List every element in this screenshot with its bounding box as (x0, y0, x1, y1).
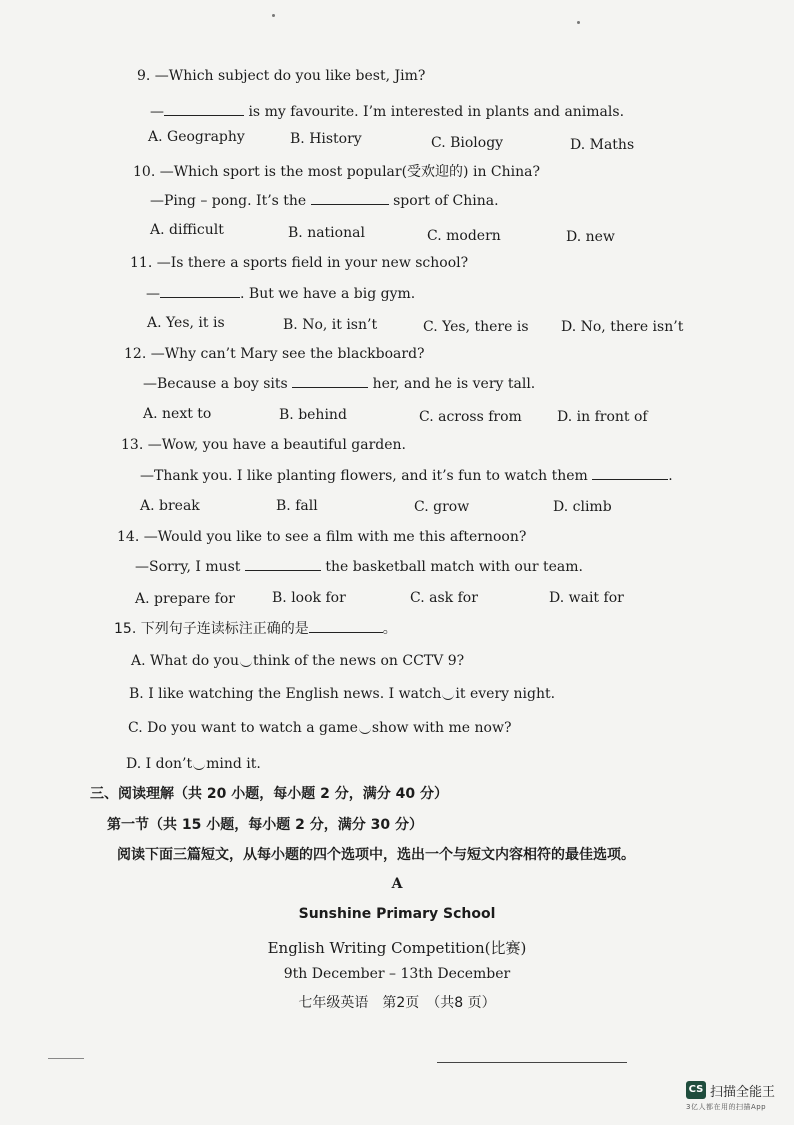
scanner-logo-icon: CS (686, 1081, 706, 1099)
scanner-app-tagline: 3亿人都在用的扫描App (686, 1103, 767, 1111)
answer-blank (592, 467, 668, 480)
question-9-stem: 9. —Which subject do you like best, Jim? (137, 68, 426, 84)
q11-option-c: C. Yes, there is (423, 319, 529, 335)
q11-option-b: B. No, it isn’t (283, 317, 378, 333)
school-name: Sunshine Primary School (298, 906, 496, 922)
question-11-stem: 11. —Is there a sports field in your new school? (130, 255, 469, 271)
answer-blank (292, 375, 368, 388)
q10-option-a: A. difficult (150, 222, 224, 238)
q15-option-c: C. Do you want to watch a game show with me now? (128, 720, 512, 736)
q14-option-d: D. wait for (549, 590, 624, 606)
question-10-answer-line: —Ping – pong. It’s the sport of China. (150, 193, 499, 209)
q15-option-a: A. What do you think of the news on CCTV 9? (131, 653, 465, 669)
answer-blank (311, 192, 389, 205)
answer-blank (245, 558, 321, 571)
q10-option-c: C. modern (427, 228, 501, 244)
q10-option-d: D. new (566, 229, 615, 245)
question-14-stem: 14. —Would you like to see a film with me this afternoon? (117, 529, 527, 545)
scan-edge-mark (48, 1058, 84, 1059)
competition-title: English Writing Competition(比赛) (267, 939, 527, 957)
scan-rule (437, 1062, 627, 1063)
q9-option-d: D. Maths (570, 137, 635, 153)
q13-option-c: C. grow (414, 499, 470, 515)
section-3-instruction: 阅读下面三篇短文，从每小题的四个选项中，选出一个与短文内容相符的最佳选项。 (117, 847, 635, 863)
q15-option-d: D. I don’t mind it. (126, 756, 261, 772)
passage-label: A (391, 876, 403, 892)
question-9-answer-line: — is my favourite. I’m interested in plants and animals. (150, 104, 625, 120)
question-11-answer-line: — . But we have a big gym. (146, 286, 416, 302)
question-15-stem: 15. 下列句子连读标注正确的是 。 (114, 621, 397, 637)
section-3-title: 三、阅读理解（共 20 小题，每小题 2 分，满分 40 分） (90, 786, 448, 802)
q14-option-a: A. prepare for (135, 591, 235, 607)
liaison-mark (240, 660, 252, 667)
q12-option-a: A. next to (143, 406, 212, 422)
question-12-stem: 12. —Why can’t Mary see the blackboard? (124, 346, 425, 362)
liaison-mark (359, 727, 371, 734)
answer-blank (164, 103, 244, 116)
q12-option-d: D. in front of (557, 409, 648, 425)
q15-option-b: B. I like watching the English news. I watch it every night. (129, 686, 556, 702)
page-footer: 七年级英语 第2页 （共8 页） (298, 995, 496, 1011)
q12-option-c: C. across from (419, 409, 522, 425)
q14-option-b: B. look for (272, 590, 346, 606)
q9-option-a: A. Geography (148, 129, 245, 145)
liaison-mark (193, 763, 205, 770)
q9-option-c: C. Biology (431, 135, 504, 151)
scanner-app-name: 扫描全能王 (710, 1085, 776, 1100)
q10-option-b: B. national (288, 225, 365, 241)
liaison-mark (442, 693, 454, 700)
question-10-stem: 10. —Which sport is the most popular(受欢迎的) in China? (133, 164, 540, 180)
q9-option-b: B. History (290, 131, 362, 147)
q11-option-a: A. Yes, it is (147, 315, 225, 331)
q13-option-b: B. fall (276, 498, 318, 514)
q13-option-a: A. break (140, 498, 200, 514)
q14-option-c: C. ask for (410, 590, 478, 606)
question-14-answer-line: —Sorry, I must the basketball match with our team. (135, 559, 584, 575)
scan-speck (577, 21, 580, 24)
answer-blank (309, 620, 383, 633)
question-13-stem: 13. —Wow, you have a beautiful garden. (121, 437, 406, 453)
scan-speck (272, 14, 275, 17)
answer-blank (160, 285, 240, 298)
question-12-answer-line: —Because a boy sits her, and he is very tall. (143, 376, 536, 392)
q11-option-d: D. No, there isn’t (561, 319, 684, 335)
competition-dates: 9th December – 13th December (283, 966, 511, 982)
question-13-answer-line: —Thank you. I like planting flowers, and it’s fun to watch them . (140, 468, 673, 484)
q12-option-b: B. behind (279, 407, 347, 423)
q13-option-d: D. climb (553, 499, 612, 515)
section-3-part-1: 第一节（共 15 小题，每小题 2 分，满分 30 分） (107, 817, 423, 833)
